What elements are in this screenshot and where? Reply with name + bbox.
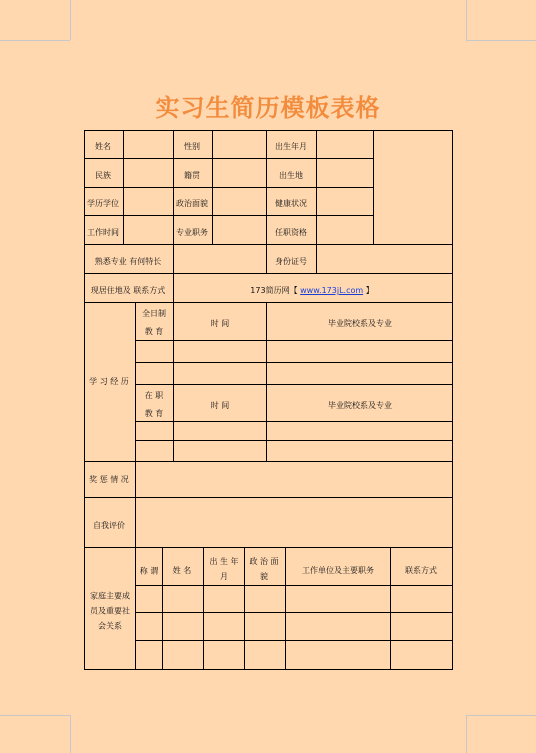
col-line: [266, 302, 267, 461]
row-line: [135, 421, 453, 422]
label-parttime-2: 教 育: [144, 409, 164, 418]
row-line: [135, 585, 453, 586]
row-line: [84, 273, 453, 274]
col-line: [173, 302, 174, 461]
label-family-title: 称 谓: [139, 566, 159, 576]
col-line: [316, 244, 317, 273]
label-family-contact: 联系方式: [405, 566, 437, 575]
label-time-header-1: 时 间: [210, 319, 230, 328]
label-skills: 熟悉专业 有何特长: [94, 257, 162, 266]
label-qualification: 任职资格: [275, 228, 307, 237]
label-gender: 性别: [184, 142, 200, 151]
label-family-work: 工作单位及主要职务: [302, 566, 374, 575]
col-line: [173, 130, 174, 244]
col-line: [203, 547, 204, 669]
contact-suffix: 】: [365, 286, 374, 295]
label-parttime-1: 在 职: [144, 391, 164, 400]
col-line: [266, 244, 267, 273]
col-line: [135, 461, 136, 669]
label-name: 姓名: [95, 142, 111, 151]
label-birthplace: 出生地: [279, 171, 303, 180]
label-ethnicity: 民族: [95, 171, 111, 180]
label-education-section: 学 习 经 历: [89, 377, 129, 386]
row-line: [135, 384, 453, 385]
label-school-header-2: 毕业院校系及专业: [328, 401, 392, 410]
col-line: [135, 302, 136, 461]
row-line: [84, 158, 373, 159]
row-line: [135, 640, 453, 641]
label-degree: 学历学位: [87, 199, 119, 208]
row-line: [135, 440, 453, 441]
label-work-time: 工作时间: [87, 228, 119, 237]
row-line: [84, 187, 373, 188]
col-line: [266, 130, 267, 244]
label-family-political: 政 治 面 貌: [249, 557, 279, 581]
label-family-section: 家庭主要成员及重要社会关系: [90, 591, 130, 631]
col-line: [123, 130, 124, 244]
label-awards: 奖 惩 情 况: [89, 475, 129, 484]
col-line: [212, 130, 213, 244]
col-line: [285, 547, 286, 669]
label-native-place: 籍贯: [184, 171, 200, 180]
label-school-header-1: 毕业院校系及专业: [328, 319, 392, 328]
label-birth: 出生年月: [275, 142, 307, 151]
row-line: [84, 302, 453, 303]
row-line: [135, 340, 453, 341]
label-political: 政治面貌: [176, 199, 208, 208]
col-line: [390, 547, 391, 669]
row-line: [84, 497, 453, 498]
col-line: [373, 130, 374, 244]
col-line: [162, 547, 163, 669]
label-address: 现居住地及 联系方式: [90, 286, 166, 295]
contact-line: [250, 285, 373, 297]
row-line: [84, 215, 373, 216]
table-border-right: [452, 130, 453, 670]
table-border-left: [84, 130, 85, 670]
label-health: 健康状况: [275, 199, 307, 208]
contact-link[interactable]: www.173jL.com: [300, 286, 364, 295]
label-fulltime-1: 全日制: [142, 309, 166, 318]
row-line: [84, 547, 453, 548]
label-id-number: 身份证号: [275, 257, 307, 266]
table-border-bottom: [84, 669, 453, 670]
row-line: [84, 244, 453, 245]
label-family-name: 姓 名: [172, 566, 192, 575]
label-time-header-2: 时 间: [210, 401, 230, 410]
col-line: [173, 244, 174, 302]
label-fulltime-2: 教 育: [144, 327, 164, 336]
row-line: [84, 461, 453, 462]
table-border-top: [84, 130, 453, 131]
col-line: [316, 130, 317, 244]
label-self-eval: 自我评价: [93, 521, 125, 530]
page-title: 实习生简历模板表格: [155, 94, 381, 122]
row-line: [135, 612, 453, 613]
contact-prefix: 173简历网【: [250, 286, 298, 295]
label-position: 专业职务: [176, 228, 208, 237]
col-line: [244, 547, 245, 669]
row-line: [135, 362, 453, 363]
label-family-birth: 出 生 年 月: [209, 557, 239, 581]
